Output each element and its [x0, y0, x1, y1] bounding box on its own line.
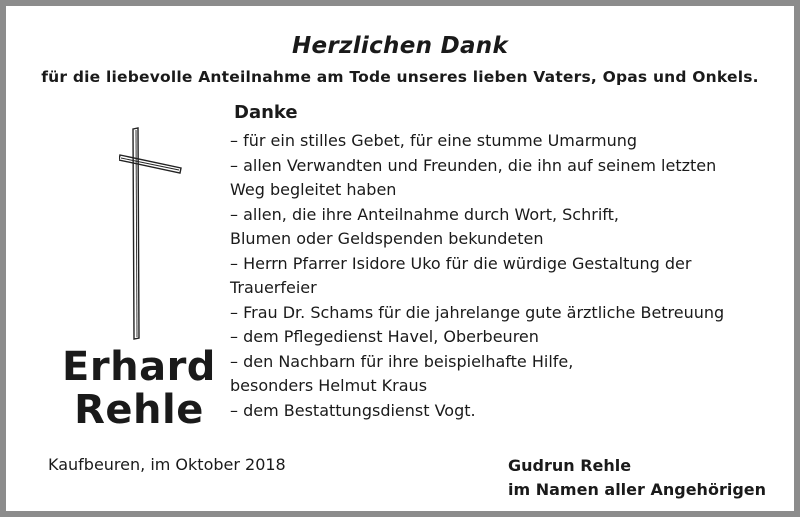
page-title: Herzlichen Dank — [291, 33, 509, 59]
list-item — [230, 252, 790, 301]
thanks-list — [230, 129, 790, 423]
list-item — [230, 325, 790, 350]
signature-note: im Namen aller Angehörigen — [508, 480, 767, 499]
list-item-line: – für ein stilles Gebet, für eine stumme Umarmung — [230, 131, 638, 150]
list-item-line: – allen Verwandten und Freunden, die ihn auf seinem letzten — [230, 155, 717, 175]
list-item — [230, 203, 790, 252]
deceased-last-name: Rehle — [74, 387, 204, 433]
list-item-line: – dem Pflegedienst Havel, Oberbeuren — [230, 327, 539, 346]
list-item — [230, 399, 790, 424]
list-item-line: – Frau Dr. Schams für die jahrelange gute ärztliche Betreuung — [230, 302, 725, 322]
list-item-line: Blumen oder Geldspenden bekundeten — [230, 229, 544, 248]
deceased-first-name: Erhard — [62, 344, 216, 390]
list-item-line: Weg begleitet haben — [230, 180, 397, 199]
list-item-line: – allen, die ihre Anteilnahme durch Wort, Schrift, — [230, 204, 619, 224]
list-item-line: besonders Helmut Kraus — [230, 376, 428, 395]
list-item — [230, 154, 790, 203]
list-item-line: – dem Bestattungsdienst Vogt. — [230, 400, 476, 420]
page-subtitle: für die liebevolle Anteilnahme am Tode unseres lieben Vaters, Opas und Onkels. — [41, 68, 759, 86]
list-item-line: – den Nachbarn für ihre beispielhafte Hilfe, — [230, 351, 574, 371]
place-date: Kaufbeuren, im Oktober 2018 — [48, 455, 286, 474]
signature — [508, 454, 766, 502]
list-item — [230, 301, 790, 326]
cross-icon — [119, 124, 199, 344]
list-item-line: – Herrn Pfarrer Isidore Uko für die würdige Gestaltung der — [230, 253, 692, 273]
thanks-heading: Danke — [234, 102, 298, 123]
list-item — [230, 350, 790, 399]
list-item-line: Trauerfeier — [230, 278, 317, 297]
signature-name: Gudrun Rehle — [508, 456, 632, 475]
list-item — [230, 129, 790, 154]
